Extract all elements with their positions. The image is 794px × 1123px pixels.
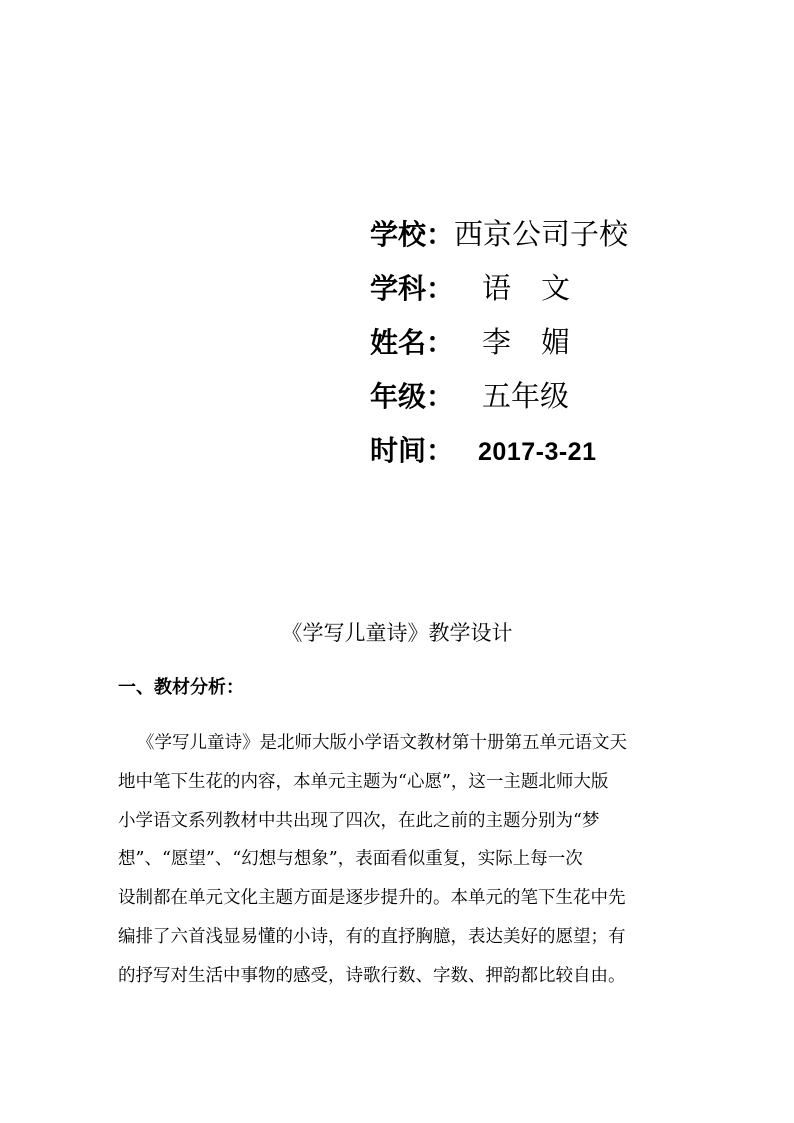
- school-label: 学校：: [370, 218, 455, 251]
- date-row: [370, 423, 750, 477]
- date-label: 时间：: [370, 434, 455, 467]
- subject-row: [370, 261, 750, 315]
- school-row: [370, 207, 750, 261]
- section-heading-textbook-analysis: 一、教材分析：: [118, 677, 244, 698]
- paragraph-line: 的抒写对生活中事物的感受，诗歌行数、字数、押韵都比较自由。: [118, 965, 626, 986]
- subject-label: 学科：: [370, 272, 455, 305]
- grade-row: [370, 369, 750, 423]
- paragraph-line: 想”、“愿望”、“幻想与想象”，表面看似重复，实际上每一次: [118, 849, 583, 870]
- paragraph-line: 《学写儿童诗》是北师大版小学语文教材第十册第五单元语文天: [137, 733, 627, 753]
- cover-info-block: [370, 207, 750, 477]
- paragraph-line: 编排了六首浅显易懂的小诗，有的直抒胸臆，表达美好的愿望；有: [118, 926, 626, 947]
- date-value: 2017-3-21: [478, 438, 597, 466]
- paragraph-line: 地中笔下生花的内容，本单元主题为“心愿”，这一主题北师大版: [118, 771, 609, 792]
- name-value: 李媚: [482, 325, 601, 359]
- subject-value: 语文: [482, 271, 601, 305]
- document-title: 《学写儿童诗》教学设计: [281, 621, 513, 645]
- grade-label: 年级：: [370, 380, 455, 413]
- school-value: 西京公司子校: [454, 217, 629, 251]
- grade-value: 五年级: [482, 379, 570, 413]
- name-row: [370, 315, 750, 369]
- name-label: 姓名：: [370, 326, 455, 359]
- paragraph-line: 设制都在单元文化主题方面是逐步提升的。本单元的笔下生花中先: [118, 888, 626, 909]
- paragraph-textbook-analysis: [118, 724, 678, 996]
- paragraph-line: 小学语文系列教材中共出现了四次，在此之前的主题分别为“梦: [118, 810, 600, 831]
